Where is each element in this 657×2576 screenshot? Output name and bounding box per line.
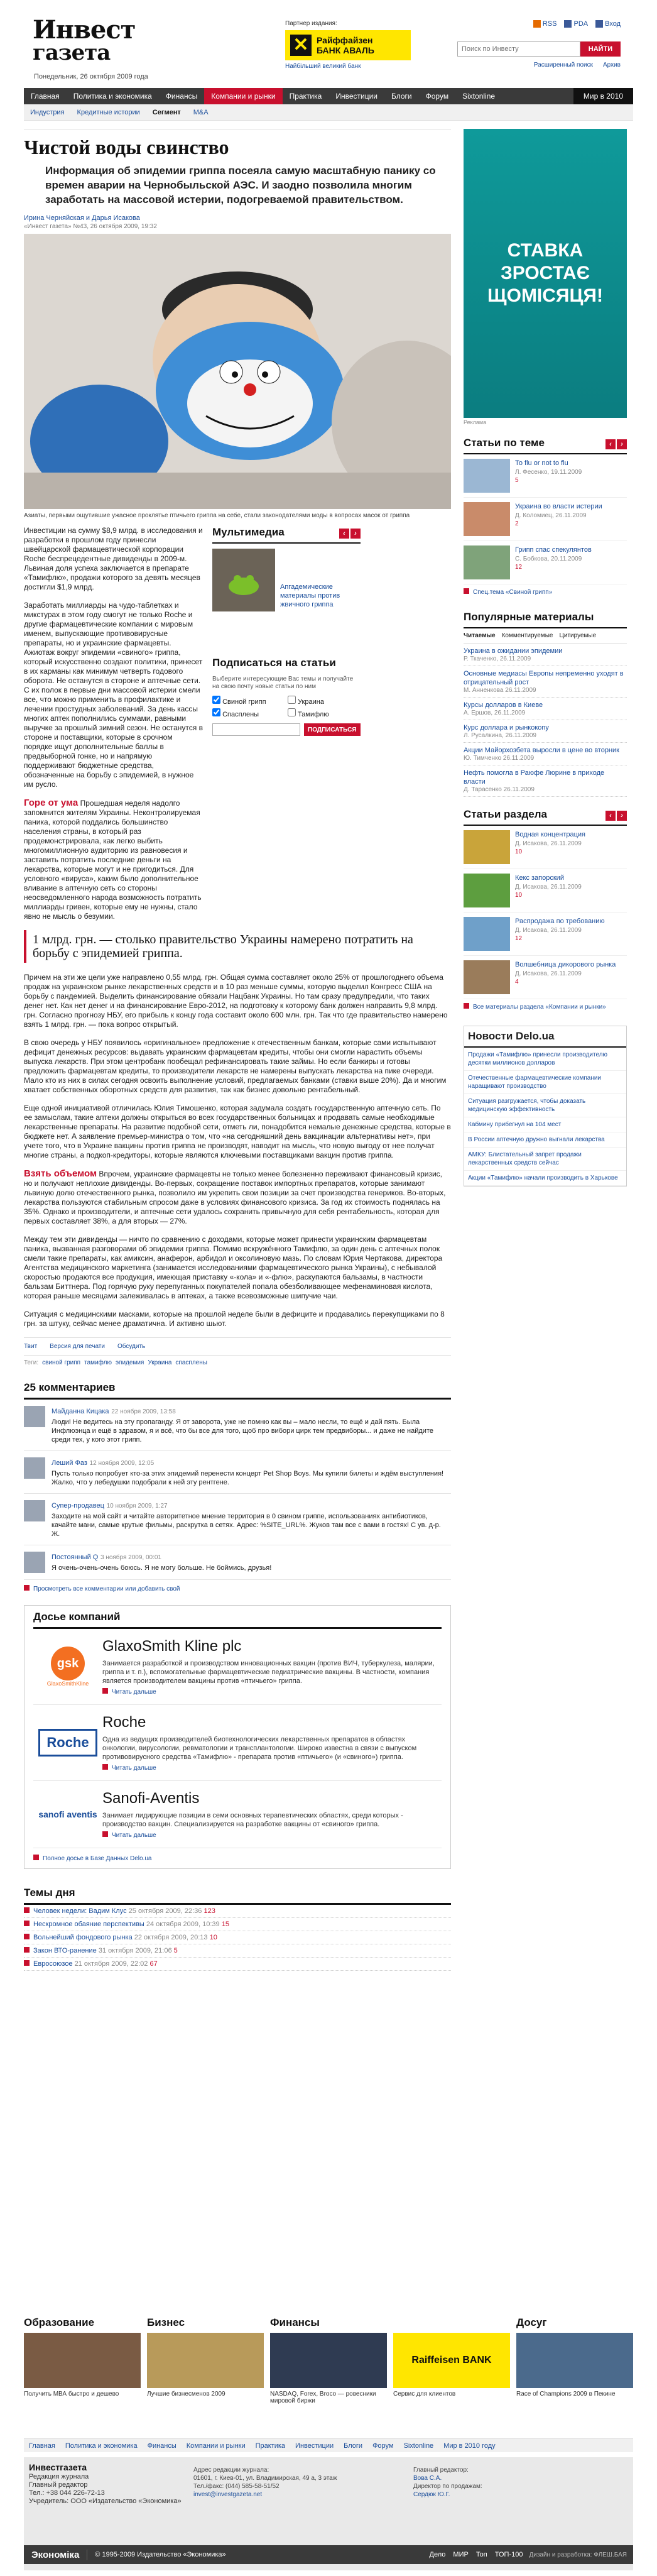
comment: Супер-продавец 10 ноября 2009, 1:27 Заходите на мой сайт и читайте авторитетное мнение территория в 0 свином гриппе, использованиях антибиотиков, качайте мани, самые крутые фильмы, раскрутка в сетях. Адрес: %SITE_URL%. Жуков там все с вами в гостях! С ув. д-р. Ж. bbox=[24, 1494, 451, 1545]
delo-news-box bbox=[464, 1026, 627, 1187]
login-icon bbox=[595, 20, 603, 28]
dossier-title: Досье компаний bbox=[33, 1606, 442, 1629]
category-leisure[interactable]: Досуг Race of Champions 2009 в Пекине bbox=[516, 2316, 633, 2404]
footer-nav-item[interactable]: Блоги bbox=[344, 2442, 363, 2450]
thumbnail[interactable] bbox=[464, 459, 510, 493]
footer-link[interactable]: Топ bbox=[475, 2551, 487, 2558]
footer-link[interactable]: ТОП-100 bbox=[494, 2551, 523, 2558]
paragraph: В свою очередь у НБУ появилось «оригинальное» предложение к отечественным банкам, которые сами испытывают дефицит денежных ресурсов: выдавать украинским фармацевтам кредиты, чтобы они смогли нарастить объемы выпуска лекарств. При этом центробанк пообещал рефинансировать такие займы. Но если банкиры и готовы предложить фармацевтам кредиты, то производители лекарств не намерены выпускать лекарства на пике очереди. Мало кто из них в силах сегодня освоить выполнение условий, предлагаемых банками (ставки выше 20%). Да и многим хватает собственных оборотных средств для развития, так как бизнес довольно рентабельный. bbox=[24, 1038, 447, 1094]
delo-news-item[interactable]: Ситуация разгружается, чтобы доказать медицинскую эффективность bbox=[464, 1094, 626, 1117]
multimedia-box bbox=[212, 526, 361, 611]
footer-nav-item[interactable]: Мир в 2010 году bbox=[443, 2442, 496, 2450]
copyright: © 1995-2009 Издательство «Экономика» bbox=[95, 2551, 226, 2558]
footer-nav-item[interactable]: Компании и рынки bbox=[186, 2442, 246, 2450]
footer-nav-item[interactable]: Инвестиции bbox=[295, 2442, 334, 2450]
delo-news-item[interactable]: В России аптечную дружно выгнали лекарства bbox=[464, 1132, 626, 1148]
bullet-icon bbox=[24, 1585, 30, 1591]
bullet-icon bbox=[464, 1003, 469, 1009]
search-input[interactable] bbox=[457, 41, 580, 57]
roche-logo[interactable]: Roche bbox=[33, 1714, 102, 1772]
nav-item-forum[interactable]: Форум bbox=[425, 92, 449, 101]
article-meta: «Инвест газета» №43, 26 октября 2009, 19:32 bbox=[24, 223, 157, 230]
bullet-icon bbox=[24, 1907, 30, 1913]
raiffeisen-icon: ✕ bbox=[290, 35, 312, 56]
read-more-link[interactable]: Читать дальше bbox=[112, 1689, 156, 1696]
top-links bbox=[533, 20, 621, 28]
tab-commented[interactable]: Комментируемые bbox=[501, 632, 553, 639]
article-title: Чистой воды свинство bbox=[24, 129, 451, 163]
main-column bbox=[24, 129, 451, 1971]
nav-item-politics[interactable]: Политика и экономика bbox=[73, 92, 152, 101]
gsk-logo[interactable]: gsk GlaxoSmithKline bbox=[33, 1638, 102, 1696]
footer-org: Инвестгазета Редакция журнала Главный редактор Тел.: +38 044 226-72-13 Учредитель: ООО «Издательство «Экономика» bbox=[29, 2462, 182, 2505]
nav-item-world-2010[interactable]: Мир в 2010 bbox=[573, 88, 633, 104]
company-name[interactable]: GlaxoSmith Kline plc bbox=[102, 1638, 242, 1655]
category-education[interactable]: Образование Получить МВА быстро и дешево bbox=[24, 2316, 141, 2404]
footer-link[interactable]: Дело bbox=[429, 2551, 446, 2558]
avatar bbox=[24, 1500, 45, 1521]
nav-item-finance[interactable]: Финансы bbox=[165, 92, 198, 101]
rss-link[interactable]: RSS bbox=[533, 20, 557, 28]
full-dossier-link[interactable]: Полное досье в Базе Данных Delo.ua bbox=[33, 1848, 442, 1862]
paragraph: Причем на эти же цели уже направлено 0,55 млрд. грн. Общая сумма составляет около 25% от прошлогоднего объема продаж на украинском рынке лекарственных средств и в 10 раз меньше суммы, которую выделил Конгресс США на борьбу с пандемией. Выделить финансирование обязали Нацбанк Украины. Но там сразу предупредили, что таких денег нет. Как нет денег и на финансирование Евро-2012, на подготовку к которому банк должен направить 9,8 млрд. грн. Согласно прогнозу НБУ, его прибыль к концу года составит около 600 млн. грн. Так что где правительство намерено взять 1 млрд. грн. — пока вопрос открытый. bbox=[24, 973, 448, 1029]
popular-item: Акции Майорхозбета выросли в цене во вторник Ю. Тимченко 26.11.2009 bbox=[464, 743, 627, 765]
company-item: gsk GlaxoSmithKline GlaxoSmith Kline plc Занимается разработкой и производством инновационных вакцин (против ВИЧ, туберкулеза, малярии, гриппа и т. п.), вспомогательные фармацевтические педиатрические вакцины. В частности, компания является производителем вакцины против «птичьего» гриппа. Читать дальше bbox=[33, 1629, 442, 1705]
read-more-link[interactable]: Читать дальше bbox=[112, 1832, 156, 1839]
tweet-link[interactable]: Твит bbox=[24, 1343, 38, 1350]
hero-photo bbox=[24, 234, 451, 509]
popular-item: Курсы долларов в Киеве А. Ершов, 26.11.2009 bbox=[464, 698, 627, 720]
paragraph: Заработать миллиарды на чудо-таблетках и микстурах в этом году смогут не только Roche и другие фармацевтические компании с мировым именем, выпускающие противовирусные препараты, но и украинские фармацевты. Ажиотаж вокруг эпидемии «свиного» гриппа, который искусственно создают политики, принесет в их карманы как минимум четверть годового оборота. Не останутся в стороне и аптечные сети. С их полок в первые дни массовой истерии смели все, что можно применить в профилактике и лечении простудных заболеваний. За день кассы многих аптек пополнились суммами, равными выручке за прошлый зимний сезон. Не останутся в стороне и поставщики, которые в срочном порядке ищут дополнительные баллы в предвыборной гонке, но и напрямую поддерживают бюджетные средства, обозначенные на борьбу с эпидемией, в нужное им русло. bbox=[24, 601, 203, 789]
thumbnail[interactable] bbox=[464, 545, 510, 579]
header bbox=[24, 0, 633, 88]
bullet-icon bbox=[24, 1947, 30, 1953]
company-item: sanofi aventis Sanofi-Aventis Занимает лидирующие позиции в семи основных терапевтических областях, среди которых - производство вакцин. Специализируется на разработке вакцины от «свиного» гриппа. Читать дальше bbox=[33, 1781, 442, 1848]
dev-credit: Дизайн и разработка: ФЛЕШ.БАЯ bbox=[529, 2551, 627, 2558]
delo-news-item[interactable]: Акции «Тамифлю» начали производить в Харькове bbox=[464, 1171, 626, 1186]
next-arrow-icon[interactable]: › bbox=[617, 811, 627, 821]
read-more-link[interactable]: Читать дальше bbox=[112, 1765, 156, 1772]
tag-link[interactable]: спасплены bbox=[175, 1359, 207, 1366]
footer-nav-item[interactable]: Практика bbox=[255, 2442, 286, 2450]
photo-caption: Азиаты, первыми ощутившие ужасное проклятье птичьего гриппа на себе, стали законодателями моды в вопросах масок от гриппа bbox=[24, 512, 410, 519]
section-item: Волшебница дикорового рынка Д. Исакова, 26.11.2009 4 bbox=[464, 956, 627, 999]
footer-link[interactable]: МИР bbox=[453, 2551, 469, 2558]
pull-quote: 1 млрд. грн. — столько правительство Украины намерено потратить на борьбу с эпидемией гриппа. bbox=[24, 930, 451, 963]
advanced-search-link[interactable]: Расширенный поиск bbox=[533, 62, 593, 69]
related-title: Статьи по теме ‹ › bbox=[464, 430, 627, 454]
section-item: Водная концентрация Д. Исакова, 26.11.2009 10 bbox=[464, 826, 627, 869]
delo-news-item[interactable]: АМКУ: Блистательный запрет продажи лекарственных средств сейчас bbox=[464, 1148, 626, 1171]
footer-contacts: Главный редактор: Вова С.А. Директор по продажам: Сердюк Ю.Г. bbox=[413, 2467, 482, 2498]
economika-logo[interactable]: Экономіка bbox=[24, 2550, 87, 2560]
footer-bar bbox=[24, 2545, 633, 2564]
checkbox[interactable] bbox=[212, 708, 220, 716]
multimedia-caption[interactable]: Апгадемические материалы против жвичного гриппа bbox=[280, 583, 340, 608]
tag-link[interactable]: эпидемия bbox=[115, 1359, 144, 1366]
frog-icon bbox=[212, 549, 275, 611]
section-item: Кекс запорский Д. Исакова, 26.11.2009 10 bbox=[464, 869, 627, 913]
checkbox[interactable] bbox=[288, 708, 296, 716]
nav-item-blogs[interactable]: Блоги bbox=[391, 92, 412, 101]
tag-link[interactable]: тамифлю bbox=[84, 1359, 112, 1366]
multimedia-thumb[interactable] bbox=[212, 549, 275, 611]
footer-nav bbox=[24, 2438, 633, 2452]
search-links bbox=[534, 62, 621, 69]
print-link[interactable]: Версия для печати bbox=[50, 1343, 105, 1350]
comments-title: 25 комментариев bbox=[24, 1376, 451, 1400]
logo[interactable]: Инвест газета bbox=[33, 15, 136, 65]
comment: Постоянный Q 3 ноября 2009, 00:01 Я очень-очень-очень боюсь. Я не могу больше. Не боймись, друзья! bbox=[24, 1545, 451, 1580]
avatar bbox=[24, 1457, 45, 1479]
nav-item-sixtonline[interactable]: Sixtonline bbox=[462, 92, 496, 101]
subheading: Горе от ума bbox=[24, 797, 79, 808]
pda-icon bbox=[564, 20, 572, 28]
paragraph: Еще одной инициативой отличилась Юлия Тимошенко, которая задумала создать государственную аптечную сеть. По ее замыслам, такие аптеки должны открыться во всех государственных больницах и продавать самые необходимые лекарственные препараты. На развитие подобной сети, отметь ли, понадобится немалые денежные средства, которые в бюджете нет. А заявление премьер-министра о том, что «на сегодняшний день вакцинации альтернативы нет», при учете того, что в Украине вакцины против гриппа не производят, наводит на мысль, что новую выгоду от нее получат многие страны, а подкоп-кредиторы, которые являются ключевыми поставщиками вакцин против гриппа. bbox=[24, 1104, 451, 1159]
bullet-icon bbox=[464, 588, 469, 594]
dossier-box bbox=[24, 1605, 451, 1869]
partner-bank-logo[interactable]: ✕ Райффайзен БАНК АВАЛЬ bbox=[285, 30, 411, 60]
search-form bbox=[457, 41, 621, 57]
popular-item: Курс доллара и рынкокопу Л. Русалкина, 26.11.2009 bbox=[464, 720, 627, 743]
tag-link[interactable]: свиной грипп bbox=[42, 1359, 81, 1366]
avatar bbox=[24, 1552, 45, 1573]
avatar bbox=[24, 1406, 45, 1427]
main-nav bbox=[24, 88, 633, 104]
tag-link[interactable]: Украина bbox=[148, 1359, 172, 1366]
checkbox[interactable] bbox=[288, 696, 296, 704]
next-arrow-icon[interactable]: › bbox=[617, 439, 627, 449]
paragraph: Ситуация с медицинскими масками, которые на прошлой неделе были в дефиците и продавались перекупщиками по 8 грн. за штуку, сейчас менее драматична. И активно шьют. bbox=[24, 1310, 445, 1328]
theme-item: Евросоюзое 21 октября 2009, 22:02 67 bbox=[24, 1958, 451, 1971]
bullet-icon bbox=[24, 1934, 30, 1939]
ad-banner[interactable]: СТАВКА ЗРОСТАЄ ЩОМІСЯЦЯ! bbox=[464, 129, 627, 418]
subscribe-option[interactable]: Тамифлю bbox=[288, 708, 361, 718]
article-authors: Ирина Черняйская и Дарья Исакова bbox=[24, 214, 140, 222]
bullet-icon bbox=[102, 1764, 108, 1770]
article-lead: Информация об эпидемии гриппа посеяла самую масштабную панику со времен аварии на Чернобыльской АЭС. И заодно позволила многим заработать на массовой истерии, подогреваемой правительством. bbox=[45, 165, 436, 206]
special-theme-link[interactable]: Спец.тема «Свиной грипп» bbox=[464, 584, 627, 605]
subscribe-desc: Выберите интересующие Вас темы и получайте на свою почту новые статьи по ним bbox=[212, 676, 354, 690]
popular-item: Украина в ожидании эпидемии Р. Ткаченко, 26.11.2009 bbox=[464, 644, 627, 666]
footer-nav-item[interactable]: Главная bbox=[29, 2442, 55, 2450]
thumbnail[interactable] bbox=[464, 502, 510, 536]
tab-cited[interactable]: Цитируемые bbox=[559, 632, 597, 639]
subnav-item-ma[interactable]: M&A bbox=[193, 108, 209, 116]
section-title: Статьи раздела ‹ › bbox=[464, 802, 627, 826]
related-item: То flu or not to flu Л. Фесенко, 19.11.2009 5 bbox=[464, 454, 627, 498]
theme-days-title: Темы дня bbox=[24, 1882, 451, 1905]
archive-link[interactable]: Архив bbox=[602, 62, 621, 69]
ad-label: Реклама bbox=[464, 419, 487, 425]
nav-item-home[interactable]: Главная bbox=[31, 92, 60, 101]
paragraph: Между тем эти дивиденды — ничто по сравнению с доходами, которые может принести украинским фармацевтам паника, вызванная разговорами об эпидемии гриппа. Помимо вскружённого Тамифлю, за один день с аптечных полок смели такие препараты, как амиксин, анаферон, арбидол и оксолиновую мазь. По словам Юрия Чертакова, директора Агентства медицинского маркетинга (занимается исследованиями фармацевтического рынка Украины), с небывалой скоростью продаются все продукция, имеющая приставку «-кола» и «-флю», раскупаются бальзамы, в частности бальзам Биттнера. Под горячую руку перепуганных покупателей попала обезболивающее мефенаминовая кислота, которая раньше месяцами залеживалась в аптеках, а также всевозможные шипучие чаи. bbox=[24, 1235, 443, 1300]
popular-title: Популярные материалы bbox=[464, 605, 627, 628]
footer-nav-item[interactable]: Sixtonline bbox=[403, 2442, 434, 2450]
footer-address: Адрес редакции журнала: 01601, г. Киев-01, ул. Владимирская, 49 а, 3 этаж Тел./факс: (044) 585-58-51/52 invest@investgazeta.net bbox=[193, 2467, 337, 2498]
prev-arrow-icon[interactable]: ‹ bbox=[605, 439, 616, 449]
subscribe-option[interactable]: Украина bbox=[288, 696, 361, 706]
bank-slogan[interactable]: Найбільший великий банк bbox=[285, 63, 361, 70]
nav-item-investments[interactable]: Инвестиции bbox=[335, 92, 377, 101]
company-item: Roche Roche Одна из ведущих производителей биотехнологических лекарственных препаратов в областях онкологии, вирусологии, ревматологии и трансплантологии. Широко известна в связи с выпуском противовирусного средства «Тамифлю» - препарата против «птичьего» (и «свиного») гриппа. Читать дальше bbox=[33, 1705, 442, 1781]
masked-person-illustration bbox=[24, 234, 451, 509]
bullet-icon bbox=[24, 1960, 30, 1966]
category-finance[interactable]: Финансы NASDAQ, Forex, Broco — ровесники мировой биржи bbox=[270, 2316, 387, 2404]
prev-arrow-icon[interactable]: ‹ bbox=[605, 811, 616, 821]
subscribe-option[interactable]: Спасплены bbox=[212, 708, 285, 718]
page bbox=[24, 0, 633, 2576]
pda-link[interactable]: PDA bbox=[564, 20, 588, 28]
comment: Леший Фаз 12 ноября 2009, 12:05 Пусть только попробует кто-за этих эпидемий перенести концерт Pet Shop Boys. Мы купили билеты и ждём выступления! Жалко, что у лебедушки подобрали к ней эту рентгене. bbox=[24, 1451, 451, 1494]
popular-tabs bbox=[464, 628, 627, 644]
partner-label: Партнер издания: bbox=[285, 20, 337, 27]
footer-nav-item[interactable]: Политика и экономика bbox=[65, 2442, 138, 2450]
checkbox[interactable] bbox=[212, 696, 220, 704]
delo-news-item[interactable]: Отечественные фармацевтические компании наращивают производство bbox=[464, 1071, 626, 1094]
subnav-item-segment[interactable]: Сегмент bbox=[152, 108, 181, 116]
sanofi-logo[interactable]: sanofi aventis bbox=[38, 1809, 97, 1819]
article-body: Инвестиции на сумму $8,9 млрд. в исследования и разработки в прошлом году принесли швейцарской фармацевтической корпорации Roche беспрецедентные дивиденды в 2009-м. Львиная доля успеха заключается в препарате «Тамифлю», продажи которого за девять месяцев достигли $1,9 млрд. Заработать миллиарды на чудо-таблетках и микстурах в этом году смогут не только Roche и другие фармацевтические компании с мировым именем, выпускающие противовирусные препараты, но и украинские фармацевты. Ажиотаж вокруг эпидемии «свиного» гриппа, который искусственно создают политики, принесет в их карманы как минимум четверть годового оборота. Не останутся в стороне и аптечные сети. С их полок в первые дни массовой истерии смели все, что можно применить в профилактике и лечении простудных заболеваний. За день кассы многих аптек пополнились суммами, равными выручке за прошлый зимний сезон. Не останутся в стороне и поставщики, которые в срочном порядке ищут дополнительные баллы в предвыборной гонке, но и напрямую поддерживают бюджетные средства, обозначенные на борьбу с эпидемией, в нужное им русло. Мультимедиа ‹ › Апгадемические материалы против жвичного гриппа Подписаться на статьи Выберите интересующие Вас темы и получайте на свою почту новые статьи по ним Свиной грипп Украина Спасплены Тамифлю ПОДПИСАТЬСЯ Горе от ума Прошедшая неделя надолго запомнится жителям Украины. Неконтролируемая паника, которой поддались большинство населения страны, в который раз продемонстрировала, как легко выбить многомиллионную аудиторию из равновесия и заставить потратить последние деньги на лекарства, которые могут и не пригодиться. Для условного «вируса», каким было дополнительное вливание в аптечную сеть со стороны неосведомленного народа возможность потратить миллиарды гривен, которые ему не нужны, стало явно не мысль о безумии. 1 млрд. грн. — столько правительство Украины намерено потратить на борьбу с эпидемией гриппа. Причем на эти же цели уже направлено 0,55 млрд. грн. Общая сумма составляет около 25% от прошлогоднего объема продаж на украинском рынке лекарственных средств и в 10 раз меньше суммы, которую выделил Конгресс США на борьбу с пандемией. Выделить финансирование обязали Нацбанк Украины. Но там сразу предупредили, что таких денег нет. Как нет денег и на финансирование Евро-2012, на подготовку к которому банк должен направить 9,8 млрд. грн. Согласно прогнозу НБУ, его прибыль к концу года составит около 600 млн. грн. Так что где правительство намерено взять 1 млрд. грн. — пока вопрос открытый. В свою очередь у НБУ появилось «оригинальное» предложение к отечественным банкам, которые сами испытывают дефицит денежных ресурсов: выдавать украинским фармацевтам кредиты, чтобы они смогли нарастить объемы выпуска лекарств. При этом центробанк пообещал рефинансировать такие займы. Но если банкиры и готовы предложить фармацевтам кредиты, то производители лекарств не намерены выпускать лекарства на пике очереди. Мало кто из них в силах сегодня освоить выполнение условий, предлагаемых банками (ставки выше 20%). Да и многим хватает собственных оборотных средств для развития, так как бизнес довольно рентабельный. Еще одной инициативой отличилась Юлия Тимошенко, которая задумала создать государственную аптечную сеть. По ее замыслам, такие аптеки должны открыться во всех государственных больницах и продавать самые необходимые лекарственные препараты. На развитие подобной сети, отметь ли, понадобится немалые денежные средства, которые в бюджете нет. А заявление премьер-министра о том, что «на сегодняшний день вакцинации альтернативы нет», при учете того, что в Украине вакцины против гриппа не производят, наводит на мысль, что новую выгоду от нее получат многие страны, а подкоп-кредиторы, которые являются ключевыми поставщиками вакцин против гриппа. Взять объемом Впрочем, украинские фармацевты не только менее болезненно переживают финансовый кризис, но и получают неплохие дивиденды. Во-первых, сокращение поставок импортных препаратов, которые занимают львиную долю отечественного рынка, позволило им укрепить свои позиции за счет производства генериков. Во-вторых, лекарства пользуются стабильным спросом даже в условиях финансового кризиса. За год их стоимость поднялась на 35%. Однако и производители, и аптечные сети удалось сохранить привычную для себя рентабельность, которая для первых составляет 38%, а для вторых — 27%. Между тем эти дивиденды — ничто по сравнению с доходами, которые может принести украинским фармацевтам паника, вызванная разговорами об эпидемии гриппа. Помимо вскружённого Тамифлю, за один день с аптечных полок смели такие препараты, как амиксин, анаферон, арбидол и оксолиновую мазь. По словам Юрия Чертакова, директора Агентства медицинского маркетинга (занимается исследованиями фармацевтического рынка Украины), с небывалой скоростью продаются все продукция, имеющая приставку «-кола» и «-флю», раскупаются бальзамы, в частности бальзам Биттнера. Под горячую руку перепуганных покупателей попала обезболивающее мефенаминовая кислота, которая раньше месяцами залеживалась в аптеках, а также всевозможные шипучие чаи. Ситуация с медицинскими масками, которые на прошлой неделе были в дефиците и продавались перекупщиками по 8 грн. за штуку, сейчас менее драматична. И активно шьют. bbox=[24, 526, 451, 1328]
theme-item: Закон ВТО-ранение 31 октября 2009, 21:06 5 bbox=[24, 1944, 451, 1958]
subscribe-option[interactable]: Свиной грипп bbox=[212, 696, 285, 706]
next-arrow-icon[interactable]: › bbox=[350, 529, 361, 539]
category-business[interactable]: Бизнес Лучшие бизнесменов 2009 bbox=[147, 2316, 264, 2404]
theme-item: Нескромное обаяние перспективы 24 октября 2009, 10:39 15 bbox=[24, 1918, 451, 1931]
subscribe-email-input[interactable] bbox=[212, 723, 300, 736]
delo-news-item[interactable]: Продажи «Тамифлю» принесли производителю десятки миллионов долларов bbox=[464, 1048, 626, 1071]
subscribe-box bbox=[212, 657, 361, 736]
delo-news-item[interactable]: Кабмину прибегнул на 104 мест bbox=[464, 1117, 626, 1132]
sub-nav bbox=[24, 104, 633, 121]
paragraph: Инвестиции на сумму $8,9 млрд. в исследования и разработки в прошлом году принесли швейцарской фармацевтической корпорации Roche беспрецедентные дивиденды в 2009-м. Львиная доля успеха заключается в препарате «Тамифлю», продажи которого за девять месяцев достигли $1,9 млрд. bbox=[24, 526, 203, 591]
discuss-link[interactable]: Обсудить bbox=[117, 1343, 146, 1350]
bullet-icon bbox=[102, 1688, 108, 1694]
theme-item: Вольнейший фондового рынка 22 октября 2009, 20:13 10 bbox=[24, 1931, 451, 1944]
subscribe-title: Подписаться на статьи bbox=[212, 657, 336, 669]
thumbnail[interactable] bbox=[464, 960, 510, 994]
subnav-item-industry[interactable]: Индустрия bbox=[30, 108, 65, 116]
rss-icon bbox=[533, 20, 541, 28]
bullet-icon bbox=[102, 1831, 108, 1837]
tab-read[interactable]: Читаемые bbox=[464, 632, 496, 639]
company-name[interactable]: Roche bbox=[102, 1714, 146, 1731]
subheading: Взять объемом bbox=[24, 1168, 97, 1179]
section-all-link[interactable]: Все материалы раздела «Компании и рынки» bbox=[464, 999, 627, 1014]
login-link[interactable]: Вход bbox=[595, 20, 621, 28]
related-item: Грипп спас спекулянтов С. Бобкова, 20.11.2009 12 bbox=[464, 541, 627, 584]
section-item: Распродажа по требованию Д. Исакова, 26.11.2009 12 bbox=[464, 913, 627, 956]
bullet-icon bbox=[33, 1855, 39, 1860]
comment: Майданна Кицака 22 ноября 2009, 13:58 Люди! Не ведитесь на эту пропаганду. Я от заворота, уже не помню как вы – мало несли, то ещё и дай пять. Была Инфлюэнца и ещё в здравом, я и всё, что бы все для того, щоб про вибори цирк тем предвиборы... и даже не найдите среди тех, у кого этот грипп. bbox=[24, 1400, 451, 1451]
nav-item-practice[interactable]: Практика bbox=[289, 92, 322, 101]
subnav-item-credit[interactable]: Кредитные истории bbox=[77, 108, 140, 116]
bottom-categories bbox=[24, 2316, 633, 2404]
related-item: Украина во власти истерии Д. Коломиец, 26.11.2009 2 bbox=[464, 498, 627, 541]
theme-item: Человек недели: Вадим Клус 25 октября 2009, 22:36 123 bbox=[24, 1905, 451, 1918]
nav-item-companies[interactable]: Компании и рынки bbox=[204, 88, 282, 104]
footer-nav-item[interactable]: Форум bbox=[372, 2442, 394, 2450]
popular-item: Основные медиасы Европы непременно уходят в отрицательный рост М. Анненкова 26.11.2009 bbox=[464, 666, 627, 698]
all-comments-link[interactable]: Просмотреть все комментарии или добавить свой bbox=[24, 1580, 451, 1605]
subscribe-button[interactable]: ПОДПИСАТЬСЯ bbox=[304, 723, 361, 736]
multimedia-title: Мультимедиа bbox=[212, 526, 285, 538]
share-bar bbox=[24, 1337, 451, 1356]
bullet-icon bbox=[24, 1921, 30, 1926]
search-button[interactable]: НАЙТИ bbox=[580, 41, 621, 57]
popular-item: Нефть помогла в Раюфе Люрине в приходе власти Д. Тарасенко 26.11.2009 bbox=[464, 765, 627, 797]
tags: Теги: свиной грипп тамифлю эпидемия Украина спасплены bbox=[24, 1359, 207, 1366]
thumbnail[interactable] bbox=[464, 830, 510, 864]
delo-news-title: Новости Delo.ua bbox=[464, 1026, 626, 1048]
company-name[interactable]: Sanofi-Aventis bbox=[102, 1790, 200, 1807]
thumbnail[interactable] bbox=[464, 917, 510, 951]
category-raiffeisen[interactable]: Raiffeisen BANK Сервис для клиентов bbox=[393, 2316, 510, 2404]
current-date: Понедельник, 26 октября 2009 года bbox=[34, 73, 148, 80]
footer-nav-item[interactable]: Финансы bbox=[147, 2442, 176, 2450]
prev-arrow-icon[interactable]: ‹ bbox=[339, 529, 349, 539]
thumbnail[interactable] bbox=[464, 874, 510, 907]
sidebar bbox=[464, 129, 627, 1187]
